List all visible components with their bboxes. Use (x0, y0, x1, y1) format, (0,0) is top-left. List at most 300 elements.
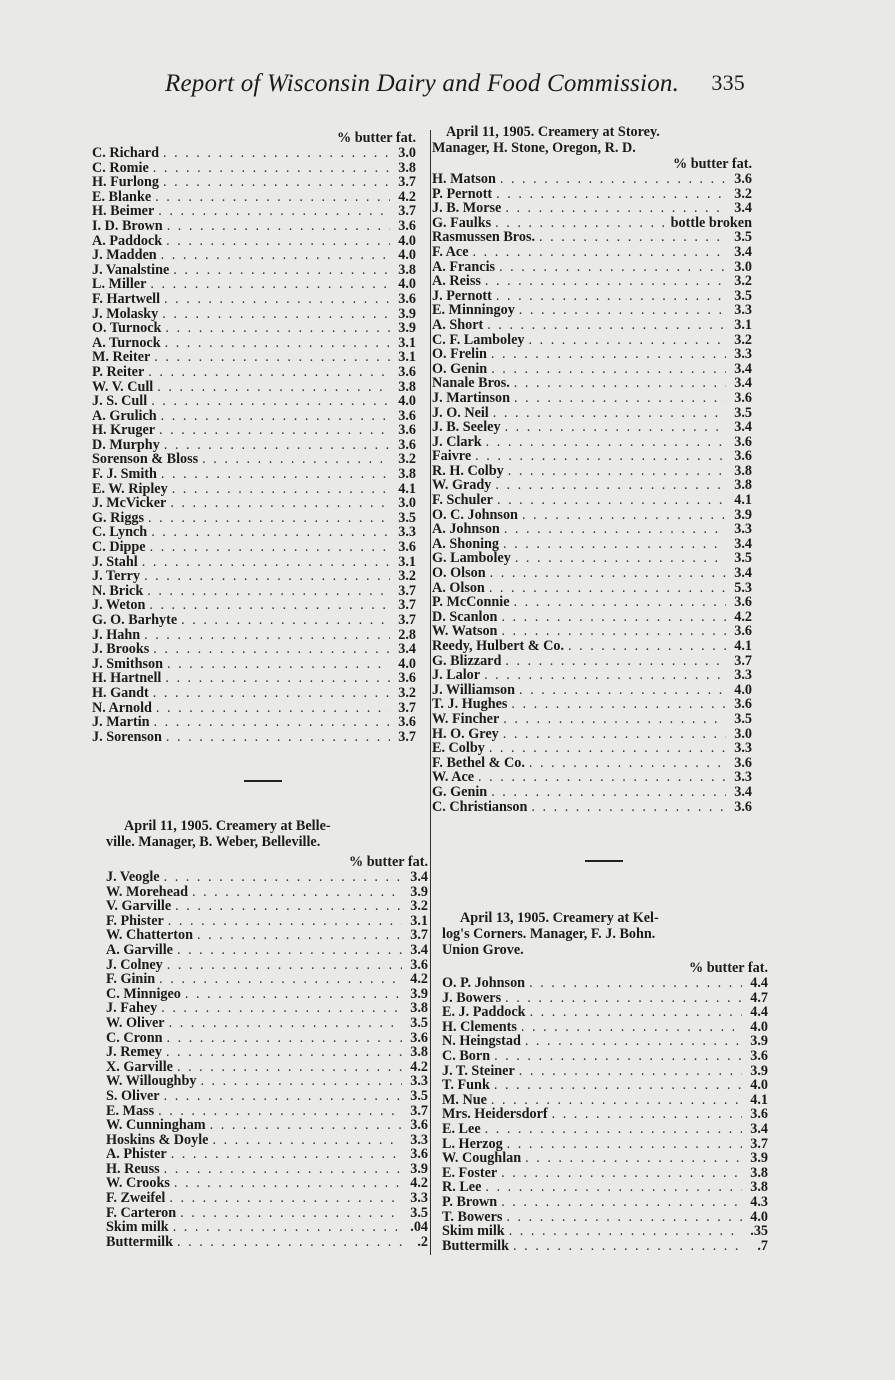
table-row (92, 423, 416, 438)
supplier-name: E. W. Ripley (92, 480, 168, 497)
butter-fat-value: 3.7 (734, 652, 752, 669)
butter-fat-value: .35 (750, 1223, 768, 1240)
dot-leader (503, 537, 726, 552)
butter-fat-value: 4.0 (398, 232, 416, 249)
supplier-name: A. Francis (432, 258, 496, 275)
dot-leader (147, 584, 390, 599)
supplier-name: J. Colney (106, 956, 163, 973)
butter-fat-value: 3.7 (398, 699, 416, 716)
butter-fat-value: 3.5 (410, 1087, 428, 1104)
supplier-name: V. Garville (106, 898, 172, 915)
supplier-name: C. Christianson (432, 798, 528, 815)
table-row (92, 467, 416, 482)
dot-leader (153, 161, 390, 176)
butter-fat-value: 3.3 (734, 769, 752, 786)
dot-leader (505, 991, 742, 1006)
table-row (106, 943, 428, 958)
butter-fat-value: 3.5 (410, 1204, 428, 1221)
dot-leader (505, 420, 726, 435)
supplier-name: P. Reiter (92, 363, 145, 380)
butter-fat-value: 3.7 (398, 582, 416, 599)
supplier-name: W. Willoughby (106, 1073, 197, 1090)
dot-leader (165, 336, 390, 351)
table-row (92, 482, 416, 497)
supplier-name: Nanale Bros. (432, 375, 510, 392)
dot-leader (142, 555, 390, 570)
table-row (432, 668, 752, 683)
dot-leader (507, 1137, 742, 1152)
section-heading-line3: Union Grove. (442, 942, 524, 958)
supplier-name: H. Kruger (92, 422, 156, 439)
supplier-name: R. H. Colby (432, 462, 504, 479)
dot-leader (499, 260, 726, 275)
dot-leader (174, 1176, 402, 1191)
table-row (432, 537, 752, 552)
butter-fat-value: 3.1 (398, 334, 416, 351)
table-row (432, 493, 752, 508)
table-row (92, 219, 416, 234)
table-row (432, 187, 752, 202)
butter-fat-value: 4.1 (734, 638, 752, 654)
butter-fat-value: 3.2 (398, 451, 416, 468)
butter-fat-value: 3.3 (734, 521, 752, 538)
section-rule (585, 860, 623, 862)
table-row (92, 409, 416, 424)
dot-leader (163, 175, 390, 190)
supplier-name: Skim milk (442, 1223, 505, 1240)
butter-fat-value: 3.1 (410, 912, 428, 929)
supplier-name: A. Short (432, 316, 484, 333)
table-row (106, 1176, 428, 1191)
table-row (106, 885, 428, 900)
dot-leader (173, 263, 390, 278)
column-header: % butter fat. (673, 156, 752, 172)
section-heading-line1: April 11, 1905. Creamery at Belle- (124, 818, 331, 834)
dot-leader (508, 464, 726, 479)
butter-fat-value: 3.8 (750, 1164, 768, 1181)
supplier-name: G. O. Barhyte (92, 612, 178, 628)
supplier-name: G. Genin (432, 783, 488, 800)
table-row (92, 175, 416, 190)
butter-fat-value: 3.6 (398, 290, 416, 307)
table-row (106, 870, 428, 885)
dot-leader (501, 1166, 742, 1181)
dot-leader (164, 1162, 402, 1177)
dot-leader (503, 712, 726, 727)
dot-leader (177, 1235, 402, 1250)
dot-leader (475, 449, 726, 464)
dot-leader (487, 318, 726, 333)
butter-fat-value: 3.6 (398, 670, 416, 687)
table-row (432, 289, 752, 304)
table-row (432, 260, 752, 275)
supplier-name: Buttermilk (106, 1233, 173, 1250)
table-rows (432, 172, 752, 814)
dot-leader (500, 172, 726, 187)
table-block-1 (92, 130, 416, 744)
supplier-name: J. Martin (92, 714, 150, 731)
dot-leader (511, 697, 726, 712)
supplier-name: Faivre (432, 448, 472, 465)
table-row (432, 347, 752, 362)
supplier-name: J. Hahn (92, 626, 141, 643)
table-row (92, 190, 416, 205)
butter-fat-value: 3.6 (398, 217, 416, 234)
table-row (106, 899, 428, 914)
table-row (442, 1064, 768, 1079)
butter-fat-value: 3.9 (750, 1150, 768, 1167)
dot-leader (489, 581, 726, 596)
table-block-storey (432, 124, 752, 814)
supplier-name: O. Frelin (432, 346, 487, 363)
butter-fat-value: 4.0 (734, 681, 752, 698)
table-row (432, 245, 752, 260)
supplier-name: H. O. Grey (432, 725, 499, 742)
dot-leader (144, 569, 390, 584)
dot-leader (180, 1206, 402, 1221)
table-row (92, 234, 416, 249)
supplier-name: F. Hartwell (92, 290, 161, 307)
butter-fat-value: 3.8 (410, 1000, 428, 1017)
dot-leader (153, 642, 390, 657)
supplier-name: C. F. Lamboley (432, 331, 525, 348)
dot-leader (149, 598, 390, 613)
supplier-name: W. Fincher (432, 710, 500, 727)
butter-fat-value: 3.8 (734, 462, 752, 479)
dot-leader (530, 1005, 742, 1020)
supplier-name: F. Schuler (432, 492, 493, 509)
dot-leader (161, 409, 390, 424)
butter-fat-value: 3.5 (398, 509, 416, 526)
supplier-name: H. Gandt (92, 684, 149, 701)
supplier-name: W. Morehead (106, 883, 188, 900)
supplier-name: N. Heingstad (442, 1033, 521, 1050)
supplier-name: O. Turnock (92, 320, 162, 337)
butter-fat-value: 3.8 (410, 1044, 428, 1061)
table-row (432, 216, 752, 231)
butter-fat-value: 3.9 (750, 1033, 768, 1050)
dot-leader (478, 770, 726, 785)
table-row (106, 1118, 428, 1133)
supplier-name: E. Foster (442, 1164, 498, 1181)
butter-fat-value: 4.4 (750, 975, 768, 991)
table-row (432, 464, 752, 479)
table-row (92, 540, 416, 555)
supplier-name: C. Minnigeo (106, 985, 181, 1002)
table-row (432, 785, 752, 800)
butter-fat-value: 5.3 (734, 579, 752, 596)
supplier-name: E. Lee (442, 1120, 481, 1137)
supplier-name: H. Matson (432, 171, 496, 187)
butter-fat-value: 3.6 (734, 623, 752, 640)
table-row (92, 496, 416, 511)
supplier-name: J. Weton (92, 597, 146, 614)
butter-fat-value: 4.0 (398, 655, 416, 672)
butter-fat-value: 3.7 (398, 612, 416, 628)
table-row (92, 555, 416, 570)
dot-leader (491, 362, 726, 377)
dot-leader (505, 654, 726, 669)
supplier-name: D. Murphy (92, 436, 160, 453)
dot-leader (154, 715, 390, 730)
butter-fat-value: 4.1 (750, 1091, 768, 1108)
butter-fat-value: 3.6 (734, 389, 752, 406)
butter-fat-value: 3.9 (410, 985, 428, 1002)
butter-fat-value: 3.4 (410, 941, 428, 958)
supplier-name: A. Phister (106, 1146, 167, 1163)
table-row (92, 657, 416, 672)
table-row (432, 478, 752, 493)
dot-leader (181, 613, 390, 628)
dot-leader (494, 1049, 742, 1064)
supplier-name: T. Funk (442, 1077, 490, 1094)
butter-fat-value: 3.7 (398, 174, 416, 191)
table-row (106, 1133, 428, 1148)
dot-leader (167, 657, 390, 672)
dot-leader (164, 292, 390, 307)
table-row (106, 987, 428, 1002)
dot-leader (172, 482, 390, 497)
dot-leader (158, 1104, 402, 1119)
table-row (432, 770, 752, 785)
table-row (432, 712, 752, 727)
butter-fat-value: 3.4 (410, 869, 428, 885)
dot-leader (161, 248, 390, 263)
butter-fat-value: 3.7 (398, 203, 416, 220)
table-row (92, 204, 416, 219)
butter-fat-value: 3.6 (410, 1117, 428, 1134)
table-row (106, 1162, 428, 1177)
supplier-name: O. Olson (432, 565, 486, 582)
dot-leader (170, 496, 390, 511)
butter-fat-value: 3.1 (734, 316, 752, 333)
section-heading-line2: ville. Manager, B. Weber, Belleville. (106, 834, 321, 850)
dot-leader (496, 187, 726, 202)
dot-leader (506, 1210, 742, 1225)
column-header: % butter fat. (337, 130, 416, 146)
butter-fat-value: .04 (410, 1219, 428, 1236)
butter-fat-value: 3.2 (410, 898, 428, 915)
table-row (432, 303, 752, 318)
dot-leader (148, 511, 390, 526)
dot-leader (509, 1224, 742, 1239)
table-row (106, 1191, 428, 1206)
supplier-name: J. Bowers (442, 989, 502, 1006)
supplier-name: W. Crooks (106, 1175, 170, 1192)
page-header (165, 70, 745, 98)
supplier-name: J. Martinson (432, 389, 511, 406)
dot-leader (165, 671, 390, 686)
butter-fat-value: 4.4 (750, 1004, 768, 1021)
butter-fat-value: 3.4 (734, 243, 752, 260)
dot-leader (169, 1016, 402, 1031)
supplier-name: J. Lalor (432, 667, 481, 684)
butter-fat-value: 3.6 (410, 1146, 428, 1163)
dot-leader (552, 1107, 742, 1122)
supplier-name: F. Carteron (106, 1204, 177, 1221)
butter-fat-value: .7 (757, 1237, 768, 1254)
dot-leader (515, 551, 726, 566)
butter-fat-value: 4.2 (410, 971, 428, 988)
table-row (92, 248, 416, 263)
table-row (432, 683, 752, 698)
dot-leader (202, 452, 390, 467)
table-row (442, 1093, 768, 1108)
supplier-name: J. McVicker (92, 495, 167, 512)
supplier-name: N. Arnold (92, 699, 152, 716)
supplier-name: M. Reiter (92, 349, 151, 366)
column-divider (430, 130, 431, 1255)
butter-fat-value: 4.0 (398, 247, 416, 264)
table-row (106, 1147, 428, 1162)
dot-leader (519, 683, 726, 698)
butter-fat-value: 3.8 (398, 378, 416, 395)
dot-leader (521, 1020, 742, 1035)
butter-fat-value: 3.0 (398, 145, 416, 161)
table-row (106, 928, 428, 943)
supplier-name: O. C. Johnson (432, 506, 518, 523)
supplier-name: W. Chatterton (106, 927, 193, 944)
butter-fat-value: 4.2 (410, 1175, 428, 1192)
dot-leader (497, 493, 726, 508)
butter-fat-value: 3.3 (734, 667, 752, 684)
table-row (92, 511, 416, 526)
table-row (432, 697, 752, 712)
supplier-name: E. Blanke (92, 188, 152, 205)
butter-fat-value: 3.4 (734, 419, 752, 436)
dot-leader (154, 350, 390, 365)
supplier-name: O. Genin (432, 360, 488, 377)
table-row (432, 435, 752, 450)
butter-fat-value: 3.3 (398, 524, 416, 541)
section-heading-line2: Manager, H. Stone, Oregon, R. D. (432, 140, 636, 156)
table-row (442, 1166, 768, 1181)
supplier-name: J. Fahey (106, 1000, 158, 1017)
supplier-name: E. Minningoy (432, 302, 515, 319)
supplier-name: Buttermilk (442, 1237, 509, 1254)
butter-fat-value: 2.8 (398, 626, 416, 643)
supplier-name: A. Johnson (432, 521, 500, 538)
dot-leader (491, 347, 726, 362)
butter-fat-value: 3.2 (398, 568, 416, 585)
supplier-name: T. J. Hughes (432, 696, 508, 713)
dot-leader (167, 1031, 402, 1046)
supplier-name: J. Madden (92, 247, 157, 264)
table-row (442, 1224, 768, 1239)
butter-fat-value: 3.9 (750, 1062, 768, 1079)
butter-fat-value: 4.7 (750, 989, 768, 1006)
dot-leader (151, 525, 390, 540)
table-row (432, 654, 752, 669)
butter-fat-value: 3.9 (410, 1160, 428, 1177)
supplier-name: F. Bethel & Co. (432, 754, 525, 771)
supplier-name: J. Williamson (432, 681, 516, 698)
dot-leader (156, 701, 390, 716)
butter-fat-value: 3.6 (398, 436, 416, 453)
supplier-name: Reedy, Hulbert & Co. (432, 638, 565, 654)
table-row (442, 1195, 768, 1210)
butter-fat-value: 4.2 (734, 608, 752, 625)
butter-fat-value: 3.7 (410, 927, 428, 944)
butter-fat-value: 3.4 (734, 783, 752, 800)
dot-leader (148, 365, 390, 380)
dot-leader (525, 1151, 742, 1166)
butter-fat-value: 3.0 (734, 258, 752, 275)
table-block-belleville (106, 818, 428, 1249)
butter-fat-value: 3.7 (398, 597, 416, 614)
dot-leader (167, 219, 390, 234)
dot-leader (177, 943, 402, 958)
supplier-name: F. Zweifel (106, 1190, 166, 1207)
supplier-name: G. Faulks (432, 214, 492, 231)
supplier-name: Skim milk (106, 1219, 169, 1236)
table-row (92, 380, 416, 395)
butter-fat-value: 3.7 (410, 1102, 428, 1119)
dot-leader (495, 216, 667, 231)
table-row (432, 727, 752, 742)
supplier-name: E. J. Paddock (442, 1004, 526, 1021)
table-row (92, 642, 416, 657)
table-row (432, 362, 752, 377)
dot-leader (163, 146, 390, 161)
butter-fat-value: 3.1 (398, 553, 416, 570)
butter-fat-value: 3.4 (734, 535, 752, 552)
butter-fat-value: 3.5 (734, 287, 752, 304)
butter-fat-value: 3.0 (398, 495, 416, 512)
butter-fat-value: 3.6 (398, 363, 416, 380)
supplier-name: A. Olson (432, 579, 485, 596)
supplier-name: N. Brick (92, 582, 144, 599)
table-row (432, 566, 752, 581)
butter-fat-value: 3.3 (410, 1131, 428, 1148)
table-row (432, 376, 752, 391)
dot-leader (171, 1147, 402, 1162)
butter-fat-value: 3.5 (734, 404, 752, 421)
table-row (432, 333, 752, 348)
dot-leader (514, 595, 726, 610)
dot-leader (166, 730, 390, 745)
dot-leader (150, 540, 390, 555)
supplier-name: A. Paddock (92, 232, 163, 249)
supplier-name: J. O. Neil (432, 404, 489, 421)
dot-leader (157, 380, 390, 395)
dot-leader (501, 610, 726, 625)
section-rule (244, 780, 282, 782)
table-row (432, 449, 752, 464)
dot-leader (522, 508, 726, 523)
page-number: 335 (711, 70, 745, 95)
supplier-name: A. Turnock (92, 334, 161, 351)
supplier-name: H. Reuss (106, 1160, 160, 1177)
table-row (92, 686, 416, 701)
table-row (92, 584, 416, 599)
supplier-name: A. Shoning (432, 535, 500, 552)
dot-leader (168, 914, 402, 929)
dot-leader (173, 1220, 402, 1235)
supplier-name: W. Ace (432, 769, 475, 786)
supplier-name: A. Grulich (92, 407, 157, 424)
supplier-name: J. Terry (92, 568, 141, 585)
dot-leader (485, 1180, 742, 1195)
dot-leader (161, 467, 390, 482)
column-header: % butter fat. (349, 854, 428, 870)
butter-fat-value: 3.9 (410, 883, 428, 900)
table-row (106, 1060, 428, 1075)
dot-leader (151, 394, 390, 409)
dot-leader (200, 1074, 402, 1089)
butter-fat-value: 3.3 (734, 740, 752, 757)
supplier-name: J. Stahl (92, 553, 138, 570)
